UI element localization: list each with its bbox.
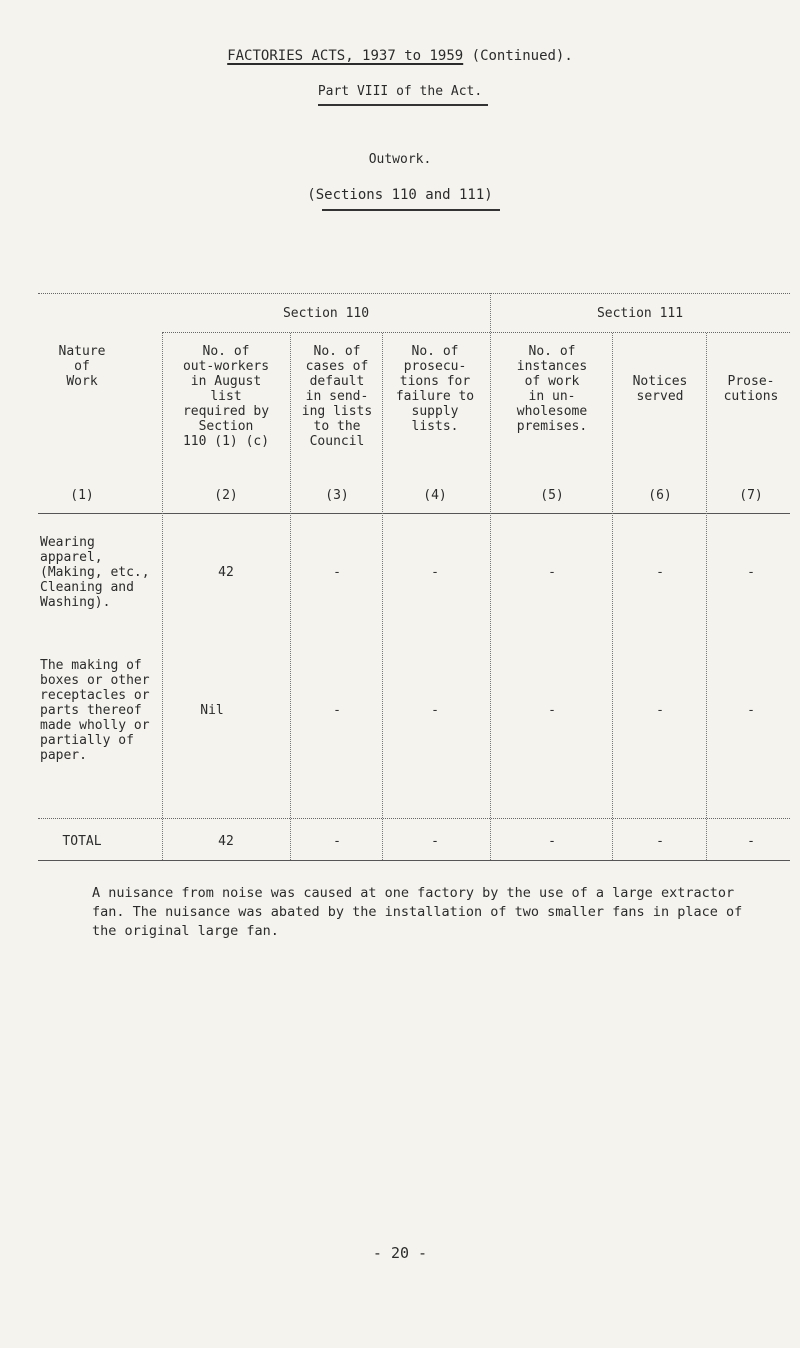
col-number-1: (1) — [70, 488, 94, 503]
row-nature: The making of boxes or other receptacles or parts thereof made wholly or partially of paper. — [40, 658, 150, 763]
part-underline — [318, 104, 488, 106]
total-unwholesome-premises: - — [548, 834, 556, 849]
col-number-3: (3) — [325, 488, 349, 503]
part-heading — [318, 84, 482, 99]
row-default-cases: - — [333, 565, 341, 580]
document-title: FACTORIES ACTS, 1937 to 1959 — [227, 48, 464, 64]
total-outworkers: 42 — [218, 834, 234, 849]
row-unwholesome-premises: - — [548, 703, 556, 718]
total-default-cases: - — [333, 834, 341, 849]
col-header-prosecutions-lists: No. of prosecu- tions for failure to supply lists. — [395, 344, 475, 434]
col-divider-4 — [490, 293, 491, 860]
col-header-prosecutions: Prose- cutions — [723, 374, 779, 404]
header-bottom-rule — [38, 513, 790, 514]
body-bottom-rule — [38, 818, 790, 819]
subject-heading: Outwork. — [368, 152, 432, 167]
col-number-6: (6) — [648, 488, 672, 503]
col-divider-1 — [162, 333, 163, 860]
row-prosecutions: - — [747, 703, 755, 718]
group-header-rule — [162, 332, 790, 333]
total-prosecutions: - — [747, 834, 755, 849]
col-number-7: (7) — [739, 488, 763, 503]
row-outworkers: 42 — [218, 565, 234, 580]
row-notices-served: - — [656, 703, 664, 718]
page-number: - 20 - — [372, 1244, 428, 1262]
row-prosecutions-lists: - — [431, 703, 439, 718]
total-label: TOTAL — [62, 834, 102, 849]
group-header-section-110: Section 110 — [282, 306, 370, 321]
col-divider-2 — [290, 333, 291, 860]
col-divider-5 — [612, 333, 613, 860]
total-notices-served: - — [656, 834, 664, 849]
col-header-nature: Nature of Work — [58, 344, 106, 389]
row-unwholesome-premises: - — [548, 565, 556, 580]
col-divider-3 — [382, 333, 383, 860]
group-header-section-111: Section 111 — [596, 306, 684, 321]
row-prosecutions-lists: - — [431, 565, 439, 580]
row-outworkers: Nil — [200, 703, 224, 718]
total-prosecutions-lists: - — [431, 834, 439, 849]
row-nature: Wearing apparel, (Making, etc., Cleaning and Washing). — [40, 535, 150, 610]
nuisance-note: A nuisance from noise was caused at one factory by the use of a large extractor fan. The nuisance was abated by the installation of two smaller fans in place of the original large fan. — [92, 885, 743, 939]
row-default-cases: - — [333, 703, 341, 718]
col-number-4: (4) — [423, 488, 447, 503]
sections-underline — [322, 209, 500, 211]
col-header-outworkers: No. of out-workers in August list required by Section 110 (1) (c) — [182, 344, 270, 449]
sections-heading: (Sections 110 and 111) — [307, 187, 493, 203]
col-number-2: (2) — [214, 488, 238, 503]
row-notices-served: - — [656, 565, 664, 580]
col-divider-6 — [706, 333, 707, 860]
part-heading-text: Part VIII of the Act. — [317, 84, 483, 99]
table-bottom-rule — [38, 860, 790, 861]
row-prosecutions: - — [747, 565, 755, 580]
document-title-line — [227, 48, 573, 64]
col-header-notices-served: Notices served — [632, 374, 688, 404]
document-title-suffix: (Continued). — [471, 48, 573, 64]
table-top-rule — [38, 293, 790, 294]
col-header-unwholesome-premises: No. of instances of work in un- wholesome premises. — [516, 344, 588, 434]
col-number-5: (5) — [540, 488, 564, 503]
col-header-default-cases: No. of cases of default in send- ing lists to the Council — [301, 344, 373, 449]
